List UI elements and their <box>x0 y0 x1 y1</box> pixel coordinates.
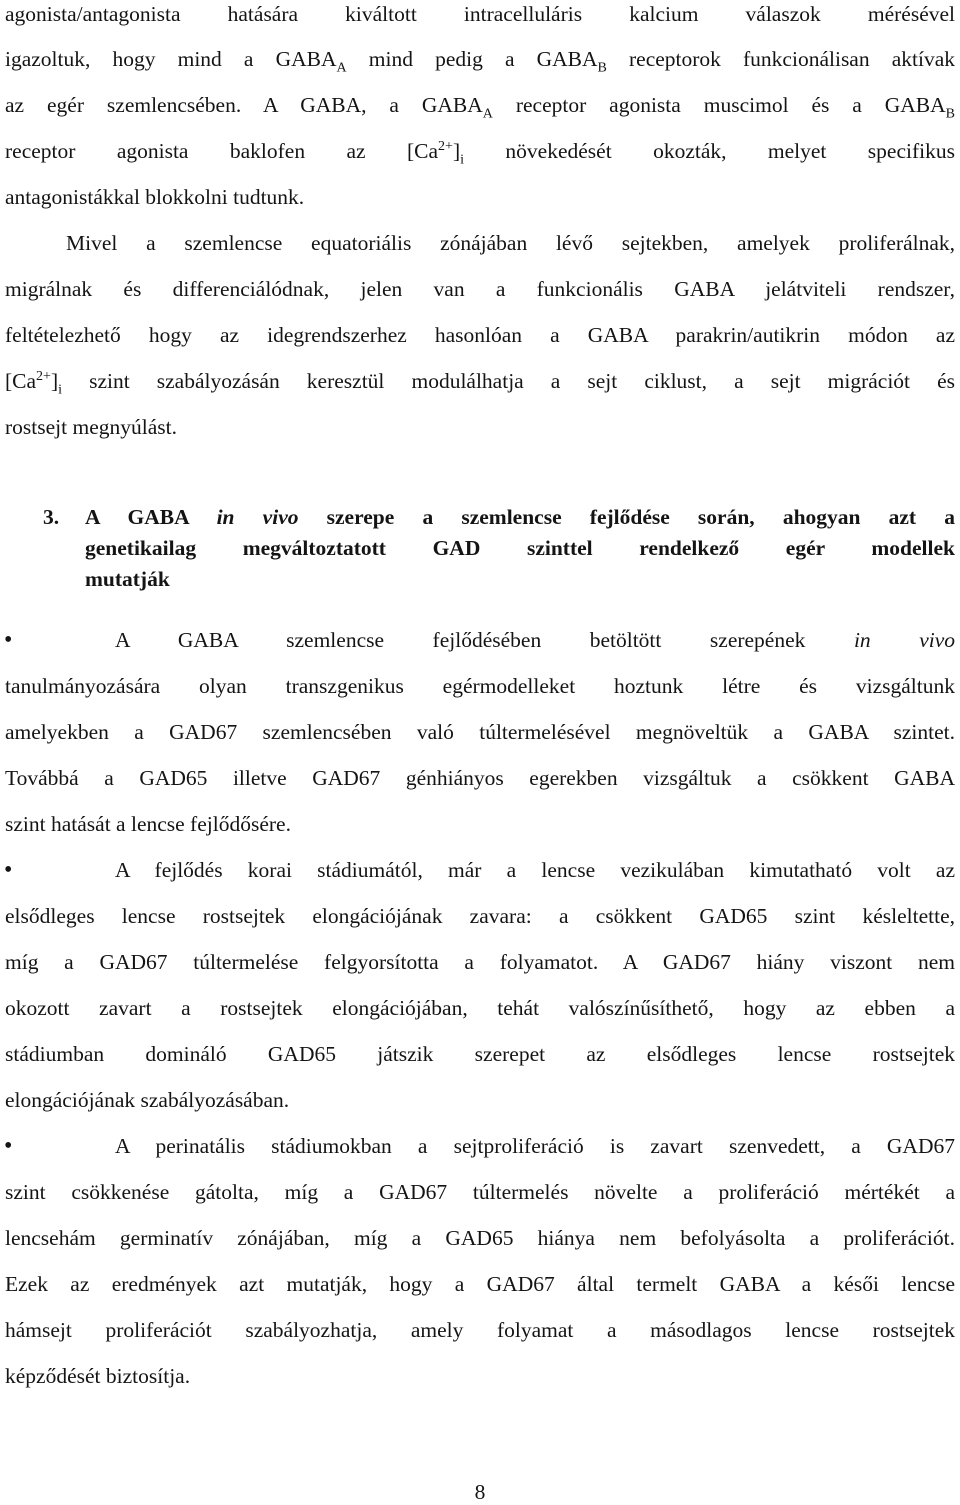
bullet2-line1: A fejlődés korai stádiumától, már a lencse vezikulában kimutatható volt az <box>115 858 955 882</box>
bullet-icon: • <box>4 627 13 653</box>
bullet3-line1: A perinatális stádiumokban a sejtproliferáció is zavart szenvedett, a GAD67 <box>115 1134 955 1158</box>
bullet1-line4: Továbbá a GAD65 illetve GAD67 génhiányos egerekben vizsgáltuk a csökkent GABA <box>5 766 955 790</box>
bullet1-line2: tanulmányozására olyan transzgenikus egérmodelleket hoztunk létre és vizsgáltunk <box>5 674 955 698</box>
bullet3-line4: Ezek az eredmények azt mutatják, hogy a GAD67 által termelt GABA a késői lencse <box>5 1272 955 1296</box>
bullet1-line3: amelyekben a GAD67 szemlencsében való túltermelésével megnöveltük a GABA szintet. <box>5 720 955 744</box>
bullet2-line6: elongációjának szabályozásában. <box>5 1088 290 1112</box>
bullet1-line5: szint hatását a lencse fejlődősére. <box>5 812 291 836</box>
paragraph1-line1: agonista/antagonista hatására kiváltott intracelluláris kalcium válaszok mérésével <box>5 2 955 26</box>
bullet2-line2: elsődleges lencse rostsejtek elongációjának zavara: a csökkent GAD65 szint késleltette, <box>5 904 955 928</box>
bullet-icon: • <box>4 1133 13 1159</box>
section-number: 3. <box>43 505 60 529</box>
bullet-icon: • <box>4 857 13 883</box>
bullet2-line3: míg a GAD67 túltermelése felgyorsította a folyamatot. A GAD67 hiány viszont nem <box>5 950 955 974</box>
paragraph1-line2: igazoltuk, hogy mind a $GABA_A$ mind pedig a $GABA_B$ receptorok funkcionálisan aktívak <box>5 47 955 76</box>
bullet3-line6: képződését biztosítja. <box>5 1364 191 1388</box>
section-heading-line2: genetikailag megváltoztatott GAD szinttel rendelkező egér modellek <box>85 536 955 560</box>
bullet2-line5: stádiumban domináló GAD65 játszik szerepet az elsődleges lencse rostsejtek <box>5 1042 955 1066</box>
paragraph2-line2: migrálnak és differenciálódnak, jelen van a funkcionális GABA jelátviteli rendszer, <box>5 277 955 301</box>
section-heading-line1: A GABA in vivo szerepe a szemlencse fejlődése során, ahogyan azt a <box>85 505 955 529</box>
bullet1-line1: A GABA szemlencse fejlődésében betöltött szerepének in vivo <box>115 628 956 652</box>
bullet3-line3: lencsehám germinatív zónájában, míg a GAD65 hiánya nem befolyásolta a proliferációt. <box>5 1226 955 1250</box>
section-heading-line3: mutatják <box>85 567 170 591</box>
bullet3-line5: hámsejt proliferációt szabályozhatja, amely folyamat a másodlagos lencse rostsejtek <box>5 1318 955 1342</box>
paragraph2-line1: Mivel a szemlencse equatoriális zónájában lévő sejtekben, amelyek proliferálnak, <box>66 231 955 255</box>
paragraph1-line3: az egér szemlencsében. A GABA, a $GABA_A$ receptor agonista muscimol és a $GABA_B$ <box>5 93 955 122</box>
bullet3-line2: szint csökkenése gátolta, míg a GAD67 túltermelés növelte a proliferáció mértékét a <box>5 1180 955 1204</box>
paragraph2-line4: $[Ca^{2+}]_i$ szint szabályozásán keresztül modulálhatja a sejt ciklust, a sejt migrációt és <box>5 368 955 398</box>
paragraph2-line5: rostsejt megnyúlást. <box>5 415 177 439</box>
paragraph1-line4: receptor agonista baklofen az $[Ca^{2+}]_i$ növekedését okozták, melyet specifikus <box>5 138 955 168</box>
page-number: 8 <box>474 1480 486 1504</box>
bullet2-line4: okozott zavart a rostsejtek elongációjában, tehát valószínűsíthető, hogy az ebben a <box>5 996 955 1020</box>
paragraph1-line5: antagonistákkal blokkolni tudtunk. <box>5 185 305 209</box>
paragraph2-line3: feltételezhető hogy az idegrendszerhez hasonlóan a GABA parakrin/autikrin módon az <box>5 323 955 347</box>
